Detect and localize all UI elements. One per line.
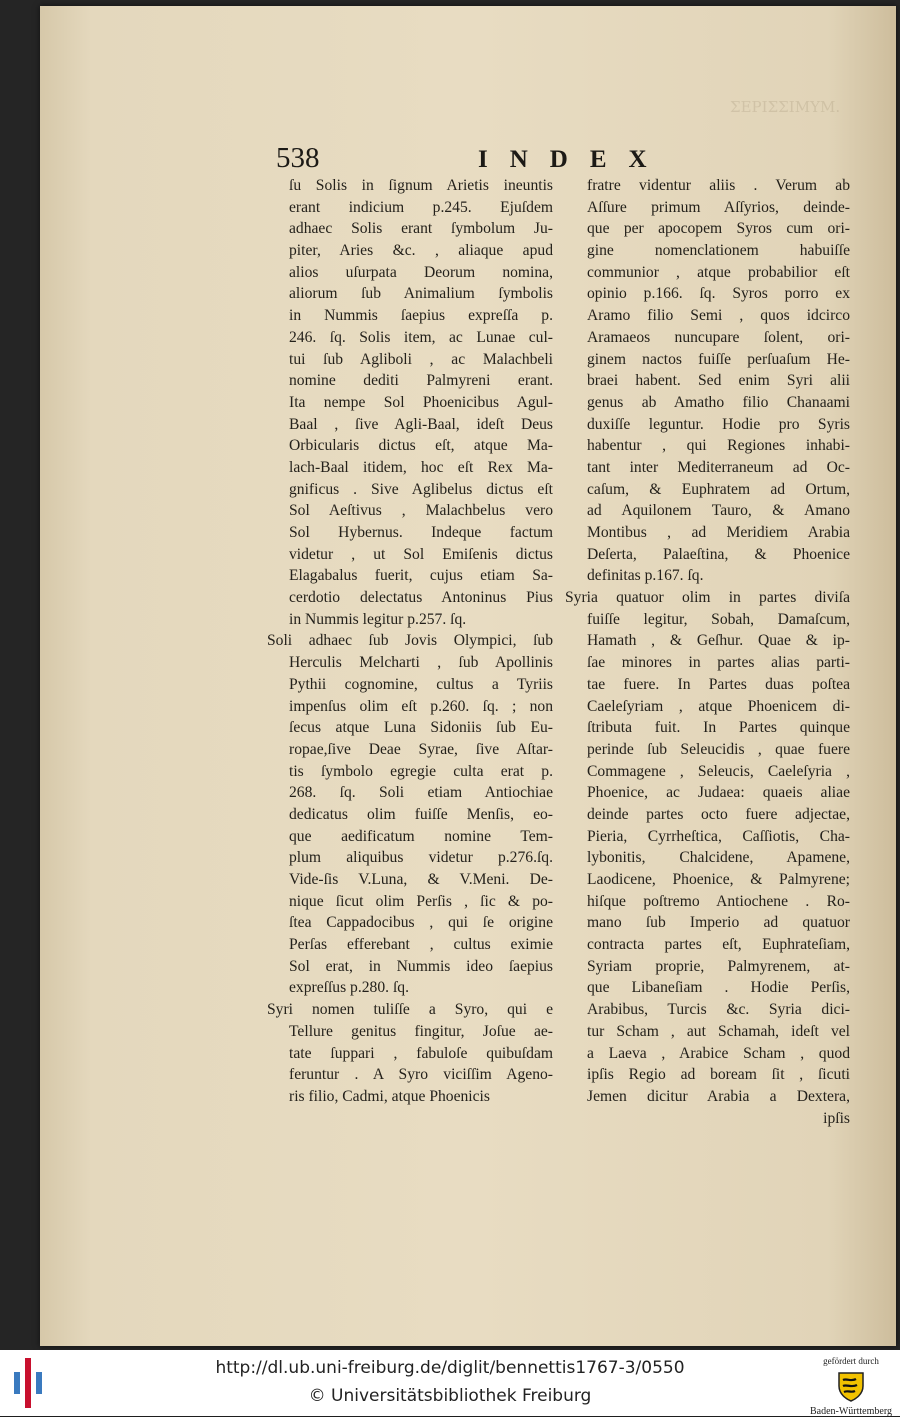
text-line: Aſſure primum Aſſyrios, deinde-	[587, 198, 850, 216]
text-line: definitas p.167. ſq.	[587, 567, 704, 585]
text-line: Syria quatuor olim in partes diviſa	[565, 589, 850, 607]
page-number: 538	[276, 142, 320, 174]
text-line: tur Scham , aut Schamah, ideſt vel	[587, 1022, 850, 1040]
text-line: in Nummis legitur p.257. ſq.	[289, 610, 467, 628]
text-line: Vide-ſis V.Luna, & V.Meni. De-	[289, 871, 553, 888]
text-line: gnificus . Sive Aglibelus dictus eſt	[289, 480, 553, 498]
text-line: dedicatus olim fuiſſe Menſis, eo-	[289, 805, 553, 823]
text-line: tae fuere. In Partes duas poſtea	[587, 675, 850, 693]
text-line: aliorum ſub Animalium ſymbolis	[289, 285, 553, 303]
text-line: tis ſymbolo egregie culta erat p.	[289, 762, 553, 780]
text-line: Laodicene, Phoenice, & Palmyrene;	[587, 871, 850, 888]
text-line: 268. ſq. Soli etiam Antiochiae	[289, 784, 553, 802]
text-line: Tellure genitus fingitur, Joſue ae-	[289, 1022, 553, 1040]
text-line: ropae,ſive Deae Syrae, ſive Aſtar-	[289, 740, 553, 758]
text-line: Montibus , ad Meridiem Arabia	[587, 524, 850, 541]
text-line: a Laeva , Arabice Scham , quod	[587, 1044, 850, 1062]
copyright-notice: © Universitätsbibliothek Freiburg	[308, 1386, 592, 1406]
text-line: tui ſub Agliboli , ac Malachbeli	[289, 350, 553, 368]
text-line: caſum, & Euphratem ad Ortum,	[587, 480, 850, 498]
sponsor-name: Baden-Württemberg	[809, 1406, 892, 1417]
text-line: Caeleſyriam , atque Phoenicem di-	[587, 697, 850, 715]
permalink-url[interactable]: http://dl.ub.uni-freiburg.de/diglit/bennettis1767-3/0550	[215, 1358, 685, 1378]
text-line: lach-Baal itidem, hoc eſt Rex Ma-	[289, 458, 553, 476]
text-line: alios uſurpata Deorum nomina,	[289, 263, 553, 281]
text-line: Sol erat, in Nummis ideo ſaepius	[289, 957, 553, 975]
sponsor-label: gefördert durch	[823, 1356, 879, 1366]
text-line: ſecus atque Luna Sidoniis ſub Eu-	[289, 719, 553, 737]
text-line: opinio p.166. ſq. Syros porro ex	[587, 285, 850, 303]
text-line: 246. ſq. Solis item, ac Lunae cul-	[289, 328, 553, 346]
text-line: expreſſus p.280. ſq.	[289, 979, 409, 997]
text-line: gine nomenclationem habuiſſe	[587, 242, 850, 260]
left-column	[267, 175, 553, 1108]
page-header: INDEX	[478, 146, 669, 173]
text-line: que Libaneſiam . Hodie Perſis,	[587, 979, 850, 997]
text-line: cerdotio delectatus Antoninus Pius	[289, 589, 553, 607]
text-line: Arabibus, Turcis &c. Syria dici-	[587, 1001, 850, 1019]
text-line: nique ſicut olim Perſis , ſic & po-	[289, 892, 553, 910]
text-line: lybonitis, Chalcidene, Apamene,	[587, 849, 850, 867]
text-line: in Nummis ſaepius expreſſa p.	[289, 307, 553, 325]
text-line: feruntur . A Syro viciſſim Ageno-	[289, 1066, 553, 1084]
text-line: Sol Aeſtivus , Malachbelus vero	[289, 502, 553, 520]
text-line: ginem nactos fuiſſe perſuaſum He-	[587, 350, 850, 368]
text-line: ris filio, Cadmi, atque Phoenicis	[289, 1087, 490, 1105]
text-line: fuiſſe legitur, Sobah, Damaſcum,	[587, 610, 850, 628]
text-line: adhaec Solis erant ſymbolum Ju-	[289, 220, 553, 238]
footer-bar	[0, 1350, 900, 1416]
text-line: duxiſſe leguntur. Hodie pro Syris	[587, 415, 850, 433]
text-line: ſu Solis in ſignum Arietis ineuntis	[289, 177, 553, 194]
text-line: Deſerta, Palaeſtina, & Phoenice	[587, 545, 850, 563]
text-line: fratre videntur aliis . Verum ab	[587, 177, 850, 194]
sponsor-block	[806, 1356, 896, 1417]
text-line: piter, Aries &c. , aliaque apud	[289, 242, 553, 260]
text-line: que per apocopem Syros cum ori-	[587, 220, 850, 238]
text-line: communior , atque probabilior eſt	[587, 263, 850, 281]
coat-of-arms-icon	[836, 1370, 866, 1402]
text-line: nomine dediti Palmyreni erant.	[289, 372, 553, 390]
text-line: videtur , ut Sol Emiſenis dictus	[289, 545, 553, 563]
text-line: Perſas efferebant , cultus eximie	[289, 936, 553, 954]
text-line: deinde partes octo fuere adjectae,	[587, 805, 850, 823]
text-line: Syriam proprie, Palmyrenem, at-	[587, 957, 850, 975]
text-line: contracta partes eſt, Euphrateſiam,	[587, 936, 850, 954]
text-line: Sol Hybernus. Indeque factum	[289, 524, 553, 541]
text-line: habentur , qui Regiones inhabi-	[587, 437, 850, 455]
right-column	[565, 175, 850, 1129]
text-line: impenſus olim eſt p.260. ſq. ; non	[289, 697, 553, 715]
text-line: Soli adhaec ſub Jovis Olympici, ſub	[267, 632, 553, 650]
text-line: hiſque poſtremo Antiochene . Ro-	[587, 892, 850, 910]
text-line: plum aliquibus videtur p.276.ſq.	[289, 849, 553, 867]
text-line: Phoenice, ac Judaea: quaeis aliae	[587, 784, 850, 802]
text-line: que aedificatum nomine Tem-	[289, 827, 553, 845]
text-line: Elagabalus fuerit, cujus etiam Sa-	[289, 567, 553, 585]
text-line: ad Aquilonem Tauro, & Amano	[587, 502, 850, 520]
text-line: tant inter Mediterraneum ad Oc-	[587, 458, 850, 476]
text-line: Commagene , Seleucis, Caeleſyria ,	[587, 762, 850, 780]
text-line: ſtributa fuit. In Partes quinque	[587, 719, 850, 737]
text-line: Pieria, Cyrrheſtica, Caſſiotis, Cha-	[587, 827, 850, 845]
text-line: braei habent. Sed enim Syri alii	[587, 372, 850, 390]
text-line: ipſis	[823, 1109, 850, 1127]
text-line: Syri nomen tuliſſe a Syro, qui e	[267, 1001, 553, 1019]
text-line: ipſis Regio ad boream ſit , ſicuti	[587, 1066, 850, 1084]
text-line: ſtea Cappadocibus , qui ſe origine	[289, 914, 553, 932]
text-line: Pythii cognomine, cultus a Tyriis	[289, 675, 553, 693]
text-line: perinde ſub Seleucidis , quae fuere	[587, 740, 850, 758]
bleed-through-text: ΣΕΡΙΣΣΙΜΥΜ.	[730, 98, 841, 116]
text-line: tate ſuppari , fabuloſe quibuſdam	[289, 1044, 553, 1062]
text-line: Baal , ſive Agli-Baal, ideſt Deus	[289, 415, 553, 433]
text-line: Aramaeos nuncupare ſolent, ori-	[587, 328, 850, 346]
text-line: ſae minores in partes alias parti-	[587, 654, 850, 672]
text-line: Aramo filio Semi , quos idcirco	[587, 307, 850, 325]
text-line: Herculis Melcharti , ſub Apollinis	[289, 654, 553, 672]
text-line: Orbicularis dictus eſt, atque Ma-	[289, 437, 553, 455]
text-line: Jemen dicitur Arabia a Dextera,	[587, 1087, 850, 1105]
text-line: Ita nempe Sol Phoenicibus Agul-	[289, 393, 553, 411]
text-line: erant indicium p.245. Ejuſdem	[289, 198, 553, 216]
text-line: Hamath , & Geſhur. Quae & ip-	[587, 632, 850, 650]
text-line: genus ab Amatho filio Chanaami	[587, 393, 850, 411]
text-line: mano ſub Imperio ad quatuor	[587, 914, 850, 932]
